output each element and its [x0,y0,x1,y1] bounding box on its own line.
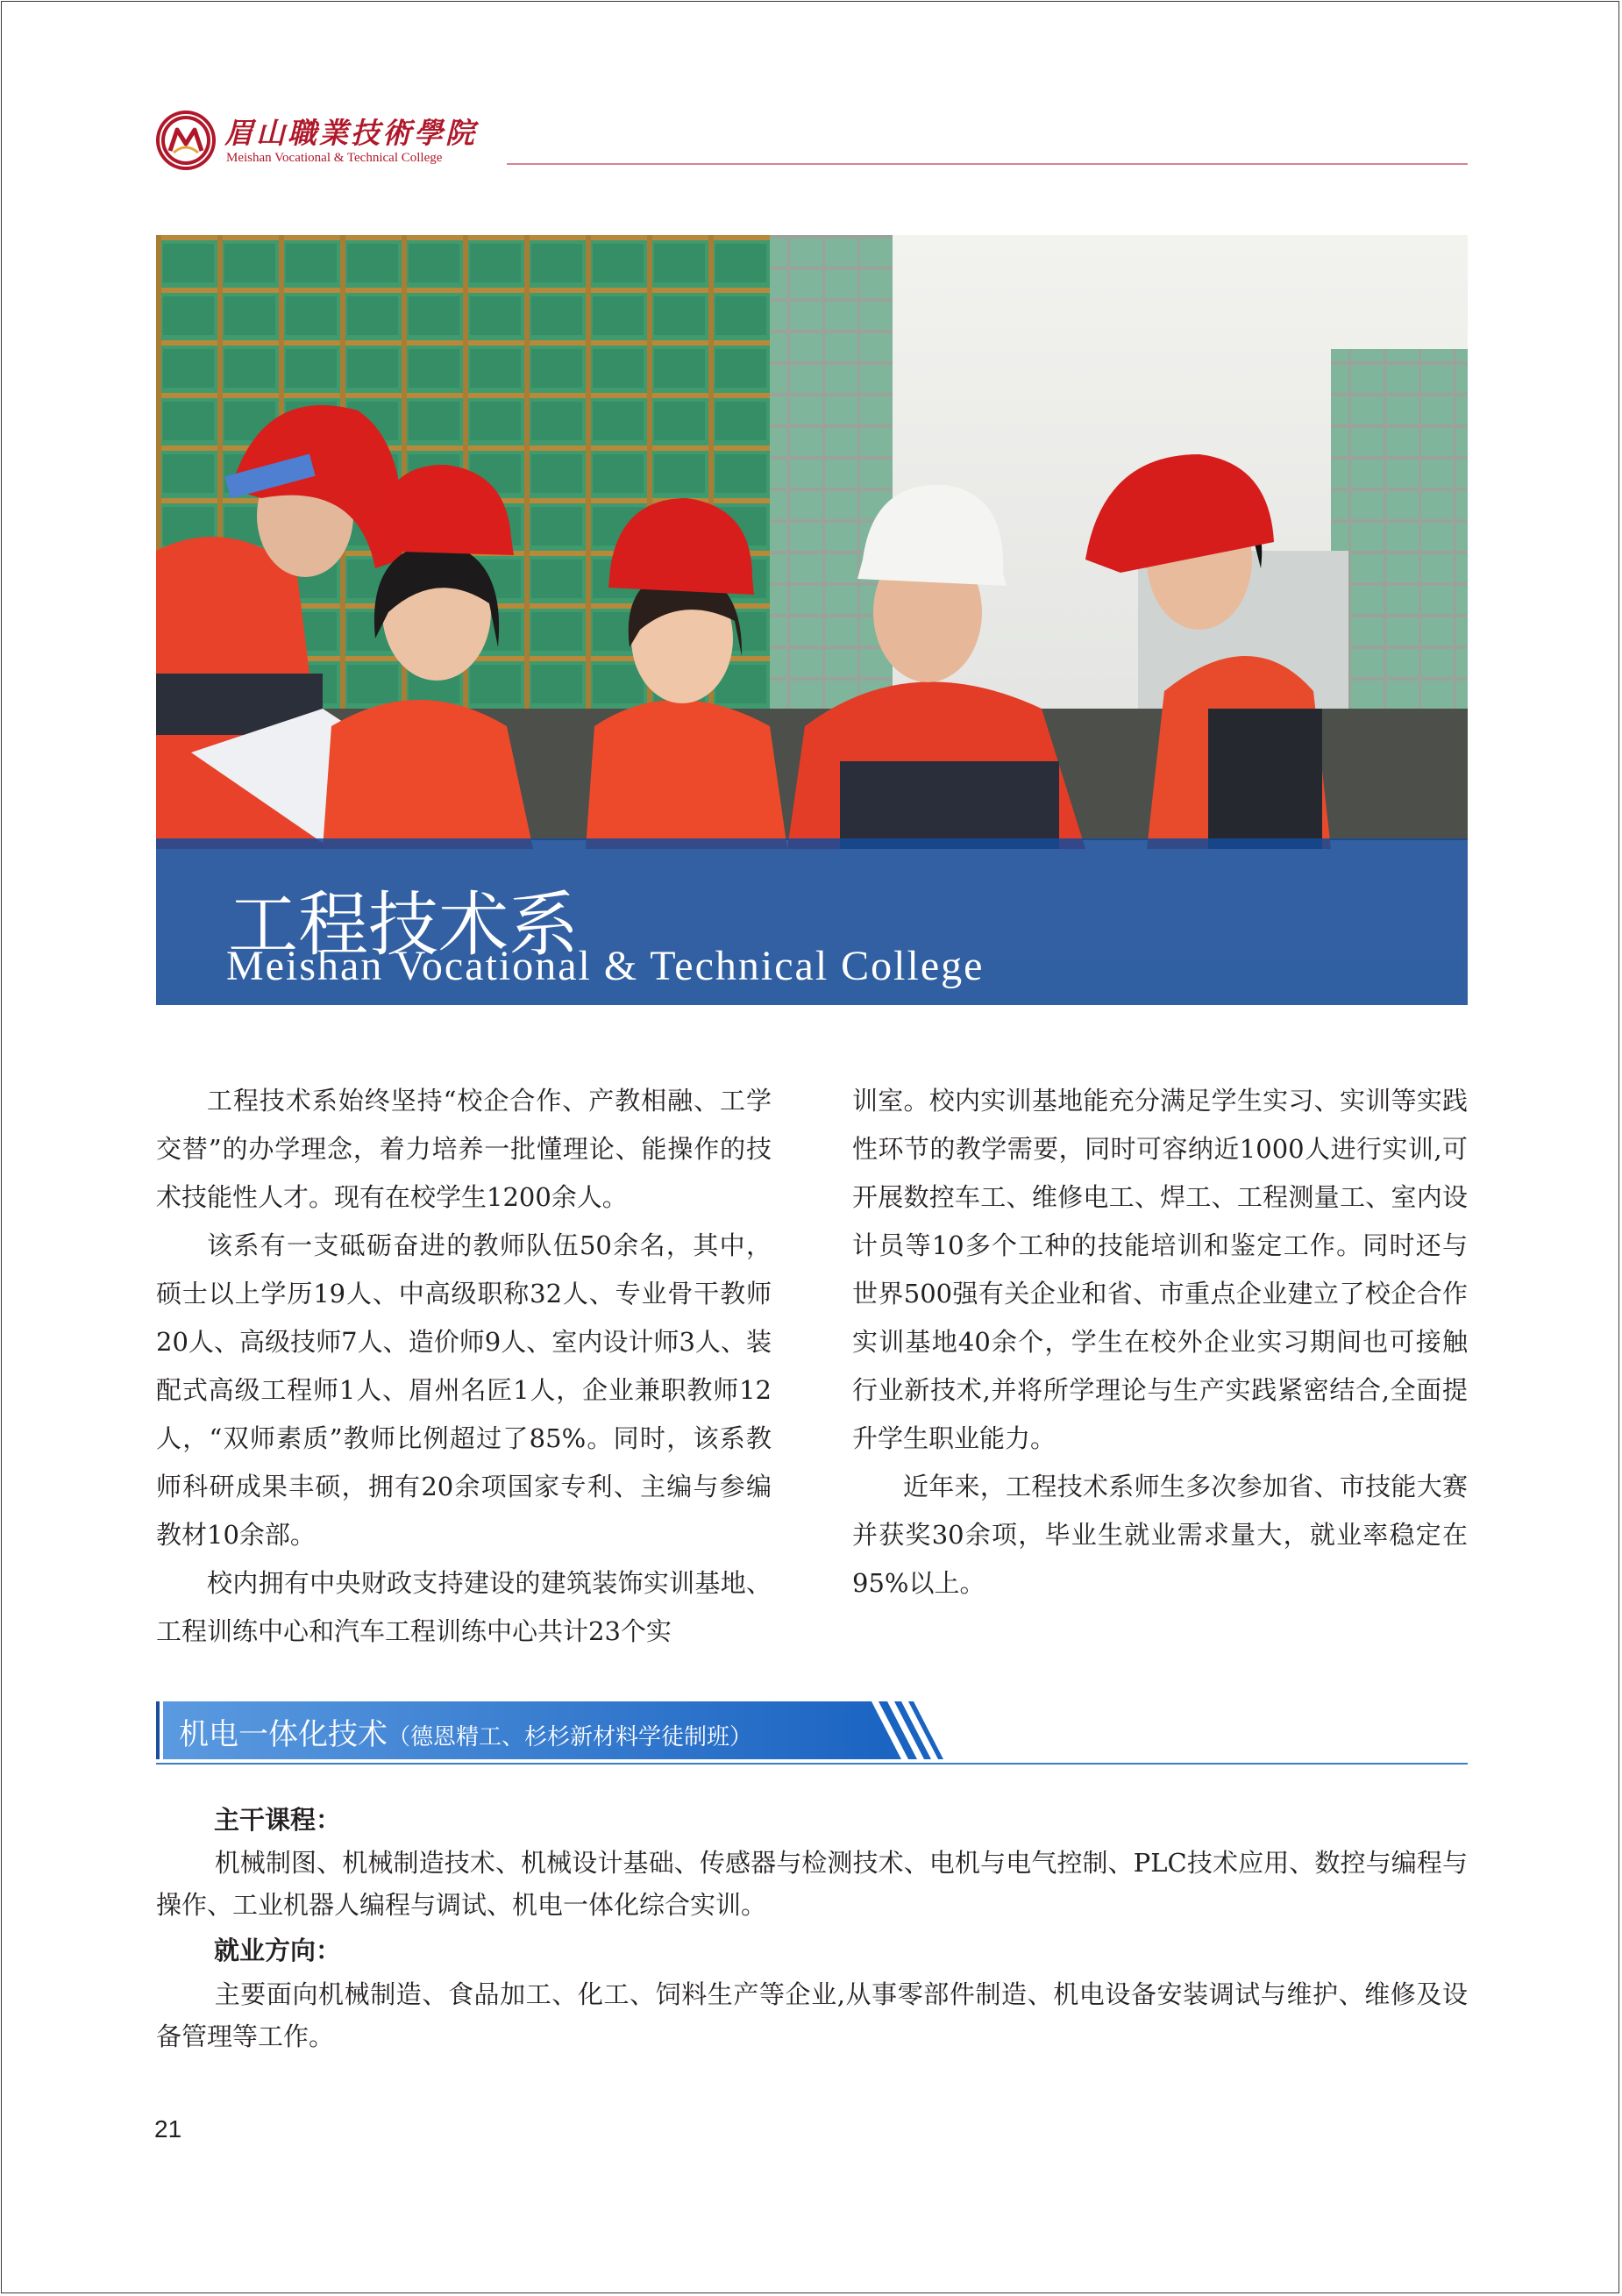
college-logo [154,109,217,172]
intro-right-column [852,1077,1468,1608]
hero-photo [156,235,1468,1005]
major-title [179,1710,752,1753]
intro-left-column [156,1077,772,1656]
college-name-cn: 眉山職業技術學院 [224,116,477,150]
career-text: 主要面向机械制造、食品加工、化工、饲料生产等企业,从事零部件制造、机电设备安装调试与维护、维修及设备管理等工作。 [156,1979,1468,2051]
page-number: 21 [154,2115,182,2143]
section-header [156,1698,1468,1768]
courses-label: 主干课程： [214,1805,342,1835]
courses-text: 机械制图、机械制造技术、机械设计基础、传感器与检测技术、电机与电气控制、PLC技术应用、数控与编程与操作、工业机器人编程与调试、机电一体化综合实训。 [156,1848,1468,1920]
career-text-block [156,1973,1468,2057]
department-subtitle: Meishan Vocational & Technical College [226,943,985,989]
major-program-note: （德恩精工、杉杉新材料学徒制班） [388,1724,753,1751]
major-name: 机电一体化技术 [179,1717,388,1752]
intro-paragraph-3-continued: 训室。校内实训基地能充分满足学生实习、实训等实践性环节的教学需要，同时可容纳近1000人进行实训,可开展数控车工、维修电工、焊工、工程测量工、室内设计员等10多个工种的技能培训和鉴定工作。同时还与世界500强有关企业和省、市重点企业建立了校企合作实训基地40余个，学生在校外企业实习期间也可接触行业新技术,并将所学理论与生产实践紧密结合,全面提升学生职业能力。 [852,1086,1468,1453]
header-divider [507,163,1468,165]
intro-paragraph-2: 该系有一支砥砺奋进的教师队伍50余名，其中，硕士以上学历19人、中高级职称32人、专业骨干教师20人、高级技师7人、造价师9人、室内设计师3人、装配式高级工程师1人、眉州名匠1人，企业兼职教师12人，“双师素质”教师比例超过了85%。同时，该系教师科研成果丰硕，拥有20余项国家专利、主编与参编教材10余部。 [156,1230,772,1550]
department-title: 工程技术系 [228,884,579,966]
career-label: 就业方向： [214,1936,342,1965]
intro-paragraph-4: 近年来，工程技术系师生多次参加省、市技能大赛并获奖30余项，毕业生就业需求量大，就业率稳定在95%以上。 [852,1472,1468,1598]
courses-text-block [156,1842,1468,1926]
section-underline [156,1763,1468,1765]
intro-paragraph-3: 校内拥有中央财政支持建设的建筑装饰实训基地、工程训练中心和汽车工程训练中心共计23个实 [156,1568,772,1646]
college-name-en: Meishan Vocational & Technical College [226,151,443,165]
intro-paragraph-1: 工程技术系始终坚持“校企合作、产教相融、工学交替”的办学理念，着力培养一批懂理论、能操作的技术技能性人才。现有在校学生1200余人。 [156,1086,772,1212]
